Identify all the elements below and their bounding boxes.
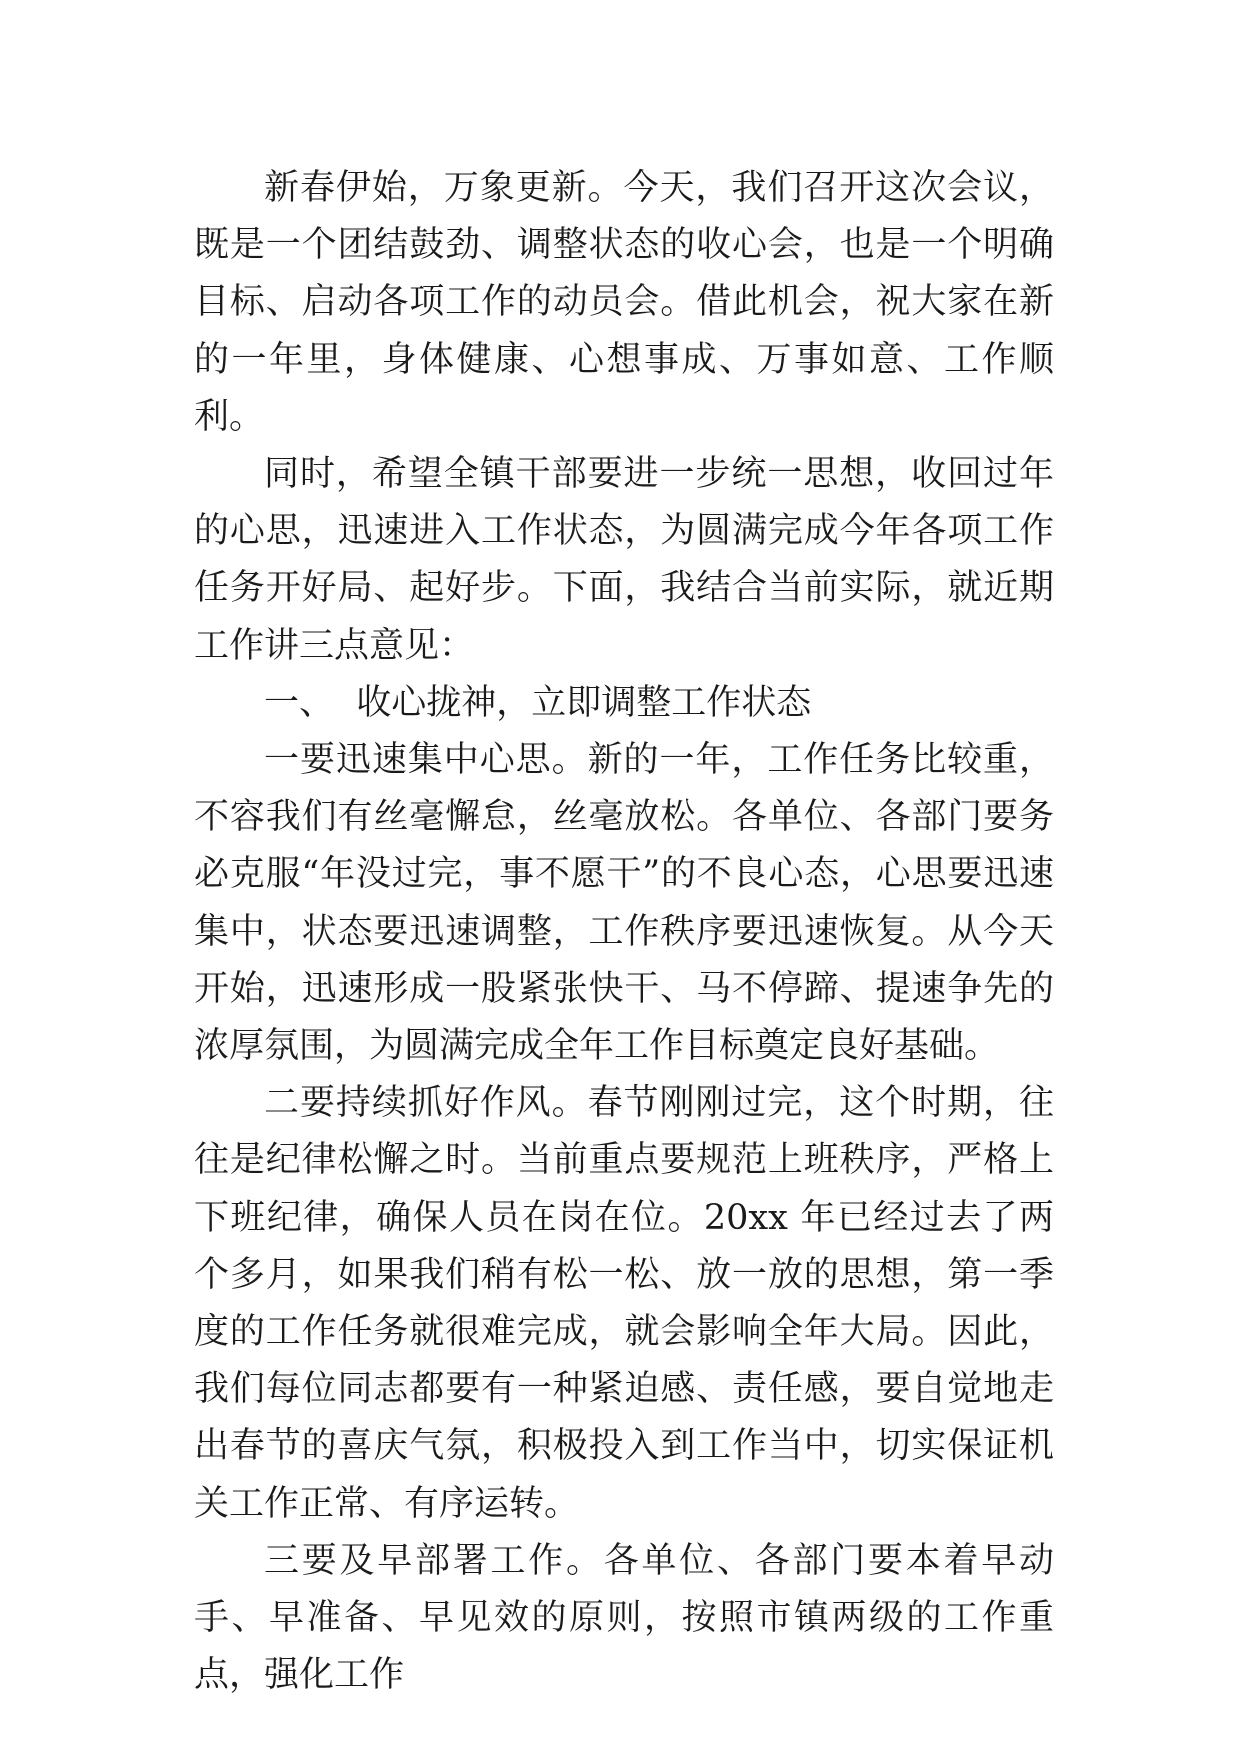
paragraph-point-1: 一要迅速集中心思。新的一年，工作任务比较重，不容我们有丝毫懈怠，丝毫放松。各单位、各部门要务必克服“年没过完，事不愿干”的不良心态，心思要迅速集中，状态要迅速调整，工作秩序要迅速恢复。从今天开始，迅速形成一股紧张快干、马不停蹄、提速争先的浓厚氛围，为圆满完成全年工作目标奠定良好基础。 <box>194 740 1054 1067</box>
document-body <box>194 160 1054 1704</box>
paragraph-intro: 同时，希望全镇干部要进一步统一思想，收回过年的心思，迅速进入工作状态，为圆满完成今年各项工作任务开好局、起好步。下面，我结合当前实际，就近期工作讲三点意见： <box>194 454 1054 666</box>
paragraph-point-2: 二要持续抓好作风。春节刚刚过完，这个时期，往往是纪律松懈之时。当前重点要规范上班秩序，严格上下班纪律，确保人员在岗在位。20xx 年已经过去了两个多月，如果我们稍有松一松、放一放的思想，第一季度的工作任务就很难完成，就会影响全年大局。因此，我们每位同志都要有一种紧迫感、责任感，要自觉地走出春节的喜庆气氛，积极投入到工作当中，切实保证机关工作正常、有序运转。 <box>194 1083 1054 1524</box>
paragraph-point-3: 三要及早部署工作。各单位、各部门要本着早动手、早准备、早见效的原则，按照市镇两级的工作重点，强化工作 <box>194 1540 1054 1696</box>
section-heading-1: 一、 收心拢神，立即调整工作状态 <box>264 682 812 723</box>
paragraph-opening: 新春伊始，万象更新。今天，我们召开这次会议，既是一个团结鼓劲、调整状态的收心会，也是一个明确目标、启动各项工作的动员会。借此机会，祝大家在新的一年里，身体健康、心想事成、万事如意、工作顺利。 <box>194 168 1054 437</box>
